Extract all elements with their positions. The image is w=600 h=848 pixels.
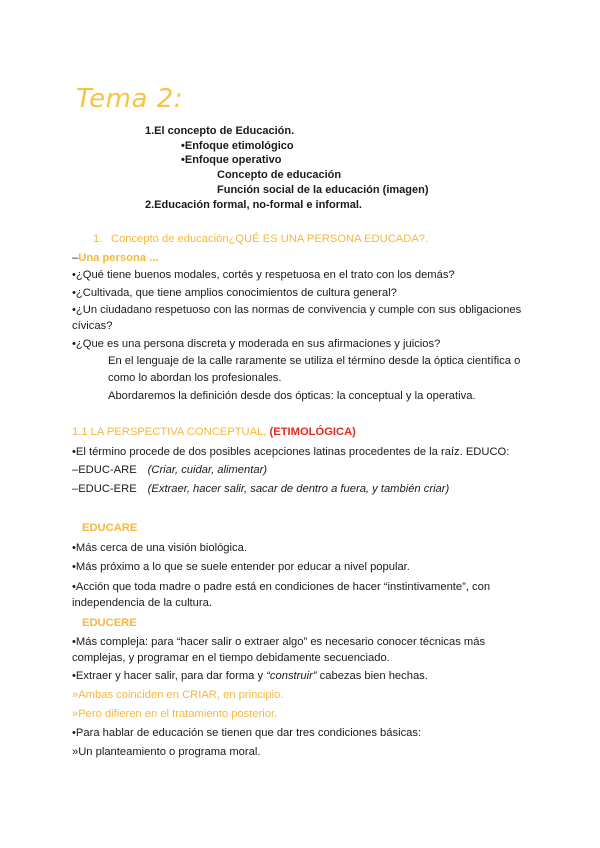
- persona-bullet-2: •¿Cultivada, que tiene amplios conocimientos de cultura general?: [72, 287, 397, 299]
- section-1-title: Concepto de educación¿QUÉ ES UNA PERSONA EDUCADA?.: [111, 233, 429, 245]
- persona-dash: –: [72, 252, 79, 264]
- persona-label: Una persona ...: [78, 252, 159, 264]
- paragraph-language: En el lenguaje de la calle raramente se utiliza el término desde la óptica científica o como lo abordan los profesionales.: [108, 355, 521, 384]
- educere-bullet-5: •Para hablar de educación se tienen que dar tres condiciones básicas:: [72, 727, 422, 739]
- toc-item-1b1: Concepto de educación: [217, 169, 342, 181]
- persona-line: [72, 251, 158, 265]
- toc-item-1a: •Enfoque etimológico: [181, 140, 294, 152]
- toc-item-1: 1.El concepto de Educación.: [145, 125, 295, 137]
- section-1-1-title: 1.1 LA PERSPECTIVA CONCEPTUAL,: [72, 426, 270, 438]
- educ-ere-desc: (Extraer, hacer salir, sacar de dentro a fuera, y también criar): [147, 483, 450, 495]
- educere-bullet-2-italic: “construir”: [266, 670, 317, 682]
- paragraph-optics: Abordaremos la definición desde dos ópticas: la conceptual y la operativa.: [108, 390, 476, 402]
- educare-bullet-1: •Más cerca de una visión biológica.: [72, 542, 247, 554]
- section-1-number: 1.: [93, 233, 103, 245]
- educ-ere-label: –EDUC-ERE: [72, 483, 137, 495]
- educere-heading: EDUCERE: [82, 617, 137, 629]
- educere-note-1: »Ambas coinciden en CRIAR, en principio.: [72, 689, 284, 701]
- educere-bullet-2-pre: •Extraer y hacer salir, para dar forma y: [72, 670, 267, 682]
- educere-bullet-2: [72, 669, 428, 683]
- educere-bullet-1: •Más compleja: para “hacer salir o extraer algo” es necesario conocer técnicas más complejas, y programar en el tiempo debidamente secuenciado.: [72, 636, 486, 664]
- section-1-1-title-red: (ETIMOLÓGICA): [269, 426, 356, 438]
- educere-note-2: »Pero difieren en el tratamiento posterior.: [72, 708, 278, 720]
- educ-are-desc: (Criar, cuidar, alimentar): [147, 464, 268, 476]
- etymology-bullet: •El término procede de dos posibles acepciones latinas procedentes de la raíz. EDUCO:: [72, 446, 510, 458]
- persona-bullet-1: •¿Qué tiene buenos modales, cortés y respetuosa en el trato con los demás?: [72, 269, 455, 281]
- educ-ere-line: [72, 482, 449, 496]
- educere-bullet-2-post: cabezas bien hechas.: [316, 670, 428, 682]
- section-1-1-heading: [72, 425, 356, 439]
- educare-bullet-2: •Más próximo a lo que se suele entender por educar a nivel popular.: [72, 561, 410, 573]
- educ-are-line: [72, 463, 267, 477]
- educare-heading: EDUCARE: [82, 522, 138, 534]
- educare-bullet-3: •Acción que toda madre o padre está en condiciones de hacer “instintivamente”, con independencia de la cultura.: [72, 581, 491, 609]
- persona-bullet-3: •¿Un ciudadano respetuoso con las normas de convivencia y cumple con sus obligaciones cívicas?: [72, 304, 522, 332]
- page-title: Tema 2:: [76, 84, 183, 114]
- educ-are-label: –EDUC-ARE: [72, 464, 137, 476]
- toc-item-1b: •Enfoque operativo: [181, 154, 282, 166]
- section-1-heading: [93, 232, 428, 246]
- toc-item-2: 2.Educación formal, no-formal e informal.: [145, 199, 362, 211]
- educere-bullet-6: »Un planteamiento o programa moral.: [72, 746, 261, 758]
- persona-bullet-4: •¿Que es una persona discreta y moderada en sus afirmaciones y juicios?: [72, 338, 441, 350]
- toc-item-1b2: Función social de la educación (imagen): [217, 184, 429, 196]
